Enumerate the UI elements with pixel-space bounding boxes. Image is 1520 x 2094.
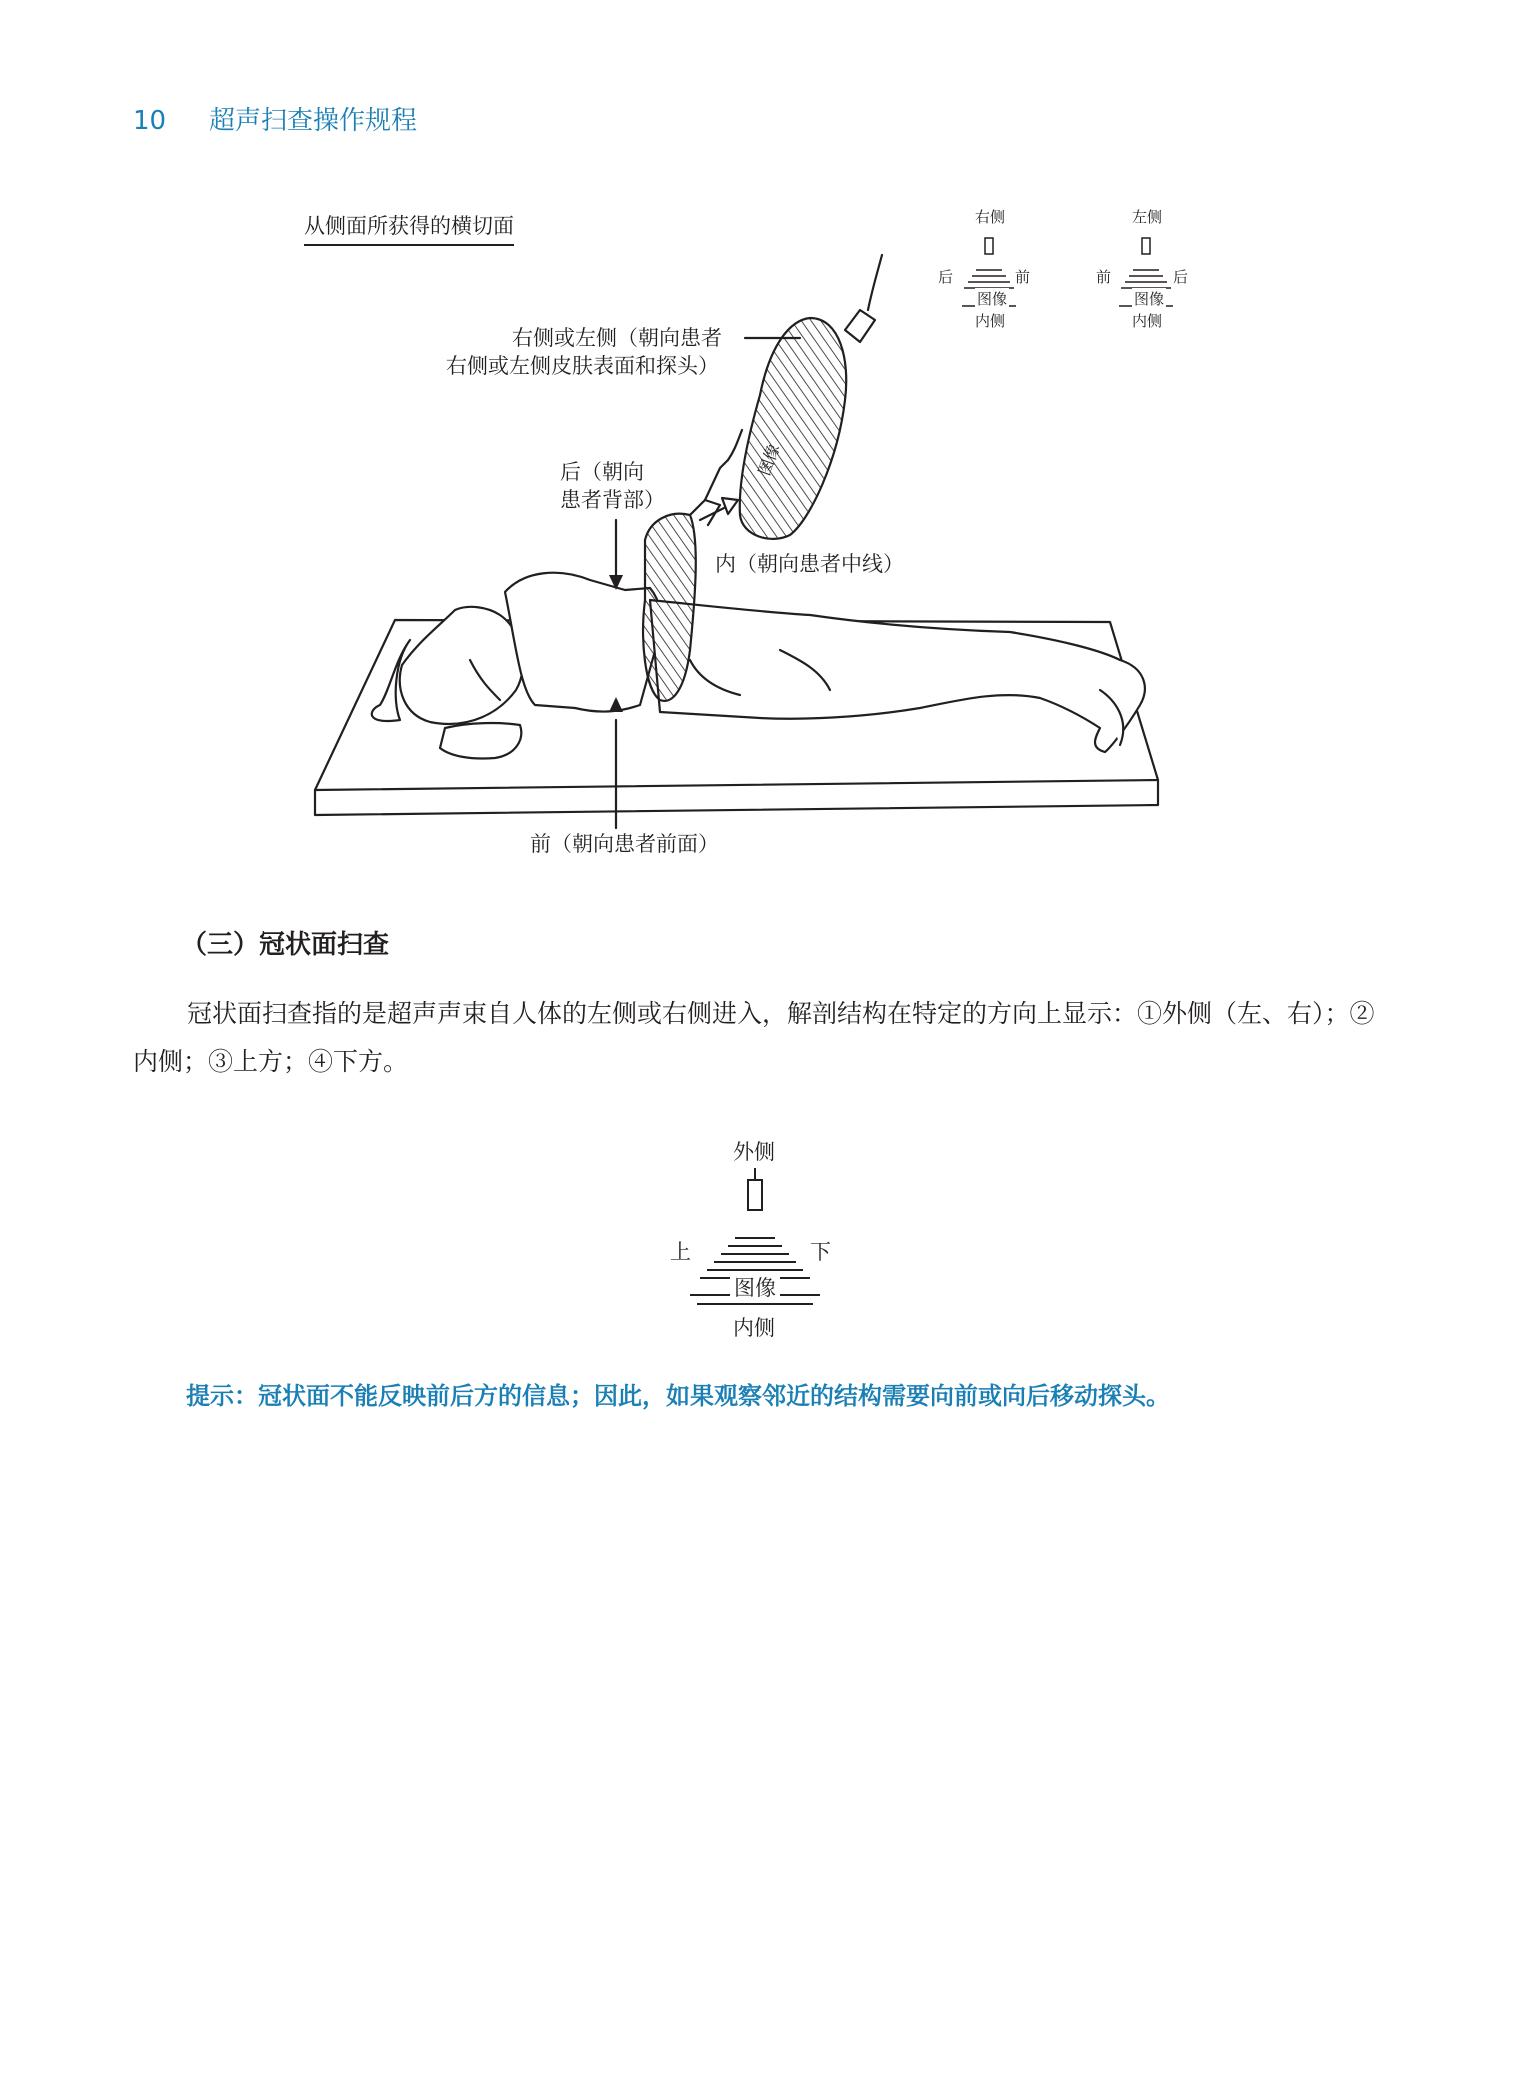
label-front: 前（朝向患者前面）: [530, 832, 719, 856]
mini-left-bottom: 内侧: [1132, 312, 1163, 330]
label-back-line2: 患者背部）: [560, 488, 665, 512]
page-number: 10: [133, 106, 167, 136]
diagram2-top: 外侧: [733, 1140, 775, 1164]
mini-right-image: 图像: [977, 290, 1008, 308]
mini-right-left: 后: [938, 268, 954, 286]
diagram2-image: 图像: [730, 1272, 780, 1302]
label-medial: 内（朝向患者中线）: [715, 552, 904, 576]
label-back-line1: 后（朝向: [560, 460, 644, 484]
mini-left-right: 后: [1173, 268, 1189, 286]
mini-left-image: 图像: [1134, 290, 1165, 308]
diagram2-right: 下: [810, 1240, 831, 1264]
section-paragraph: 冠状面扫查指的是超声声束自人体的左侧或右侧进入，解剖结构在特定的方向上显示：①外侧（左、右）；②内侧；③上方；④下方。: [133, 999, 1375, 1076]
mini-left-left: 前: [1096, 268, 1112, 286]
mini-right-right: 前: [1015, 268, 1031, 286]
mini-right-top: 右侧: [975, 208, 1006, 226]
header-title: 超声扫查操作规程: [209, 106, 418, 136]
label-side-line1: 右侧或左侧（朝向患者: [512, 326, 722, 350]
tip-note: 提示：冠状面不能反映前后方的信息；因此，如果观察邻近的结构需要向前或向后移动探头。: [186, 1382, 1170, 1410]
figure1-caption: 从侧面所获得的横切面: [304, 210, 514, 246]
section-title: （三）冠状面扫查: [181, 930, 390, 960]
probe-image-balloon: [740, 255, 882, 539]
diagram2-left: 上: [670, 1240, 691, 1264]
diagram2-bottom: 内侧: [733, 1316, 775, 1340]
mini-right-bottom: 内侧: [975, 312, 1006, 330]
label-side-line2: 右侧或左侧皮肤表面和探头）: [446, 354, 719, 378]
probe-image-text: 图像: [754, 441, 784, 479]
mini-left-top: 左侧: [1132, 208, 1163, 226]
